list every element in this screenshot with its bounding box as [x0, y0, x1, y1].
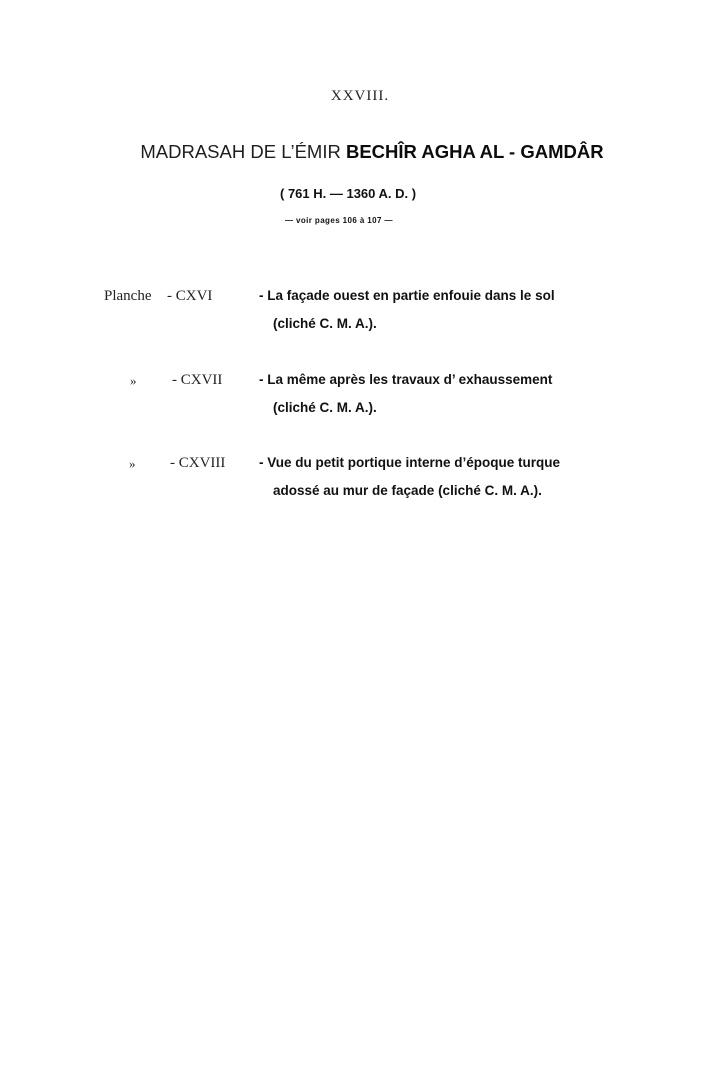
- plate-prefix: Planche: [104, 288, 152, 304]
- plate-number: - CXVI: [167, 288, 213, 304]
- section-number: XXVIII.: [330, 88, 390, 104]
- plate-prefix: »: [130, 373, 137, 388]
- plate-description-line: - Vue du petit portique interne d’époque turque: [259, 455, 560, 470]
- plate-description-line: adossé au mur de façade (cliché C. M. A.).: [273, 483, 542, 498]
- plate-prefix: »: [129, 456, 136, 471]
- plate-number: - CXVIII: [170, 455, 226, 471]
- plate-description-line: (cliché C. M. A.).: [273, 400, 377, 415]
- plate-description-line: - La même après les travaux d’ exhaussement: [259, 372, 553, 387]
- plate-description: [259, 288, 555, 338]
- plate-description: [259, 455, 560, 505]
- plate-description-line: (cliché C. M. A.).: [273, 316, 377, 331]
- title-name: BECHÎR AGHA AL - GAMDÂR: [345, 141, 604, 162]
- plate-description-line: - La façade ouest en partie enfouie dans le sol: [259, 288, 555, 303]
- plate-description: [259, 372, 552, 422]
- pages-reference: — voir pages 106 à 107 —: [285, 216, 393, 225]
- date-range: ( 761 H. — 1360 A. D. ): [280, 186, 417, 201]
- title-prefix: MADRASAH DE L’ÉMIR: [140, 141, 341, 162]
- plate-number: - CXVII: [172, 372, 223, 388]
- page-title: [0, 141, 720, 163]
